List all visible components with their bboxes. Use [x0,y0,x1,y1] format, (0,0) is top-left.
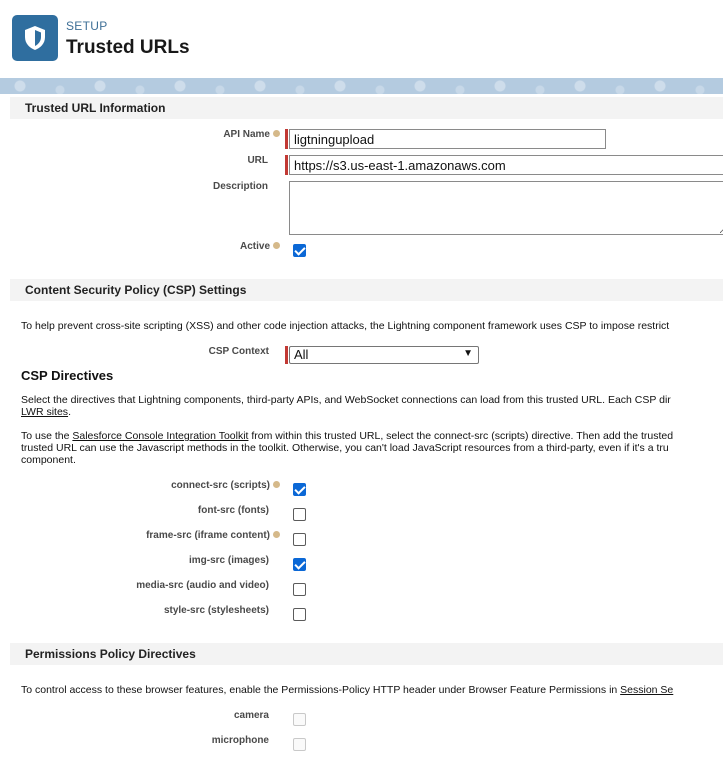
media-src-label: media-src (audio and video) [136,580,269,591]
api-name-label: API Name [150,129,280,140]
img-src-checkbox[interactable] [293,558,306,571]
style-src-checkbox[interactable] [293,608,306,621]
style-src-label: style-src (stylesheets) [163,605,269,616]
description-textarea[interactable] [289,181,723,235]
url-input[interactable] [289,155,723,175]
csp-directives-text-2c: component. [21,454,76,466]
csp-context-select[interactable]: All ▼ [289,346,479,364]
help-icon[interactable] [273,481,280,488]
decorative-band [0,78,723,94]
url-label: URL [247,155,268,166]
section-permissions-policy: Permissions Policy Directives [10,643,723,665]
active-checkbox[interactable] [293,244,306,257]
permissions-intro-text: To control access to these browser features, enable the Permissions-Policy HTTP header under Browser Feature Permissions in Session Se [21,684,674,696]
help-icon[interactable] [273,130,280,137]
page-title: Trusted URLs [66,37,190,58]
connect-src-checkbox[interactable] [293,483,306,496]
microphone-checkbox[interactable] [293,738,306,751]
csp-intro-text: To help prevent cross-site scripting (XSS) and other code injection attacks, the Lightning component framework uses CSP to impose restrict [21,320,670,332]
required-indicator [285,155,288,175]
frame-src-label: frame-src (iframe content) [100,530,280,541]
camera-label: camera [233,710,269,721]
active-label: Active [150,241,280,252]
description-label: Description [212,181,268,192]
csp-context-label: CSP Context [208,346,269,357]
section-csp-settings: Content Security Policy (CSP) Settings [10,279,723,301]
csp-directives-text-2: To use the Salesforce Console Integration Toolkit from within this trusted URL, select the connect-src (scripts) directive. Then add the trusted [21,430,674,442]
font-src-checkbox[interactable] [293,508,306,521]
session-settings-link[interactable]: Session Se [620,684,674,696]
csp-directives-text-2b: trusted URL can use the Javascript methods in the toolkit. Otherwise, you can't load JavaScript resources from a third-party, even if it's a tru [21,442,669,454]
media-src-checkbox[interactable] [293,583,306,596]
csp-directives-text-1: Select the directives that Lightning components, third-party APIs, and WebSocket connections can load from this trusted URL. Each CSP dir [21,394,671,406]
chevron-down-icon: ▼ [463,348,473,359]
console-toolkit-link[interactable]: Salesforce Console Integration Toolkit [72,430,249,442]
page-header [0,0,723,78]
microphone-label: microphone [211,735,269,746]
csp-directives-heading: CSP Directives [21,368,114,383]
font-src-label: font-src (fonts) [197,505,269,516]
frame-src-checkbox[interactable] [293,533,306,546]
setup-label: SETUP [66,19,108,33]
csp-directives-text-1b: LWR sites. [21,406,71,418]
shield-icon [12,15,58,61]
required-indicator [285,129,288,149]
help-icon[interactable] [273,531,280,538]
section-trusted-url-info: Trusted URL Information [10,97,723,119]
api-name-input[interactable] [289,129,606,149]
help-icon[interactable] [273,242,280,249]
required-indicator [285,346,288,364]
camera-checkbox[interactable] [293,713,306,726]
lwr-sites-link[interactable]: LWR sites [21,406,69,418]
connect-src-label: connect-src (scripts) [100,480,280,491]
img-src-label: img-src (images) [188,555,269,566]
